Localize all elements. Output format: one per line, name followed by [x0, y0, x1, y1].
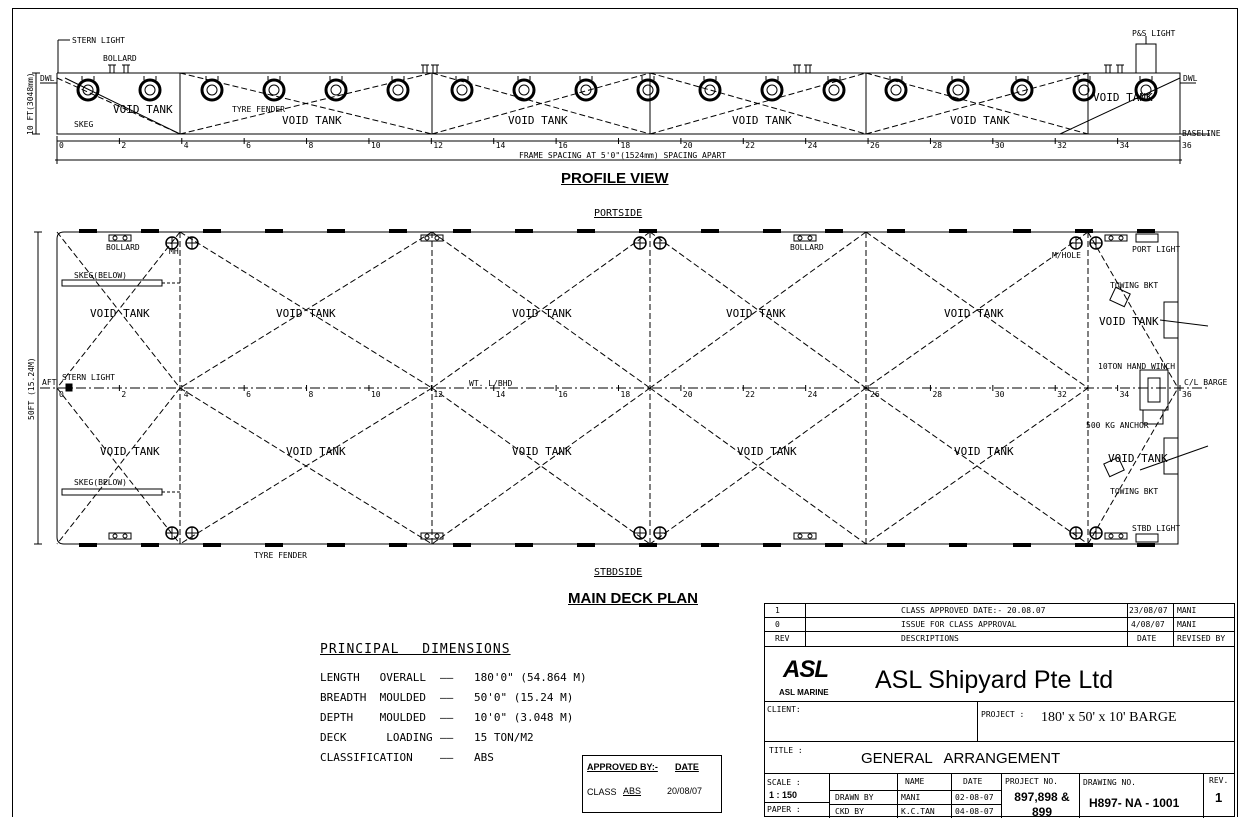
frame-number: 26: [870, 390, 880, 399]
tyre-fender-inner: [767, 85, 777, 95]
drawing-no-value: H897- NA - 1001: [1089, 796, 1180, 810]
portside-label: PORTSIDE: [594, 208, 643, 219]
deck-aft-label: AFT: [42, 378, 57, 387]
profile-stern-light-label: STERN LIGHT: [72, 36, 125, 45]
bollard: [1105, 235, 1127, 241]
bollard: [794, 235, 816, 241]
dimension-row-classification: [320, 747, 587, 767]
tyre-fender-inner: [705, 85, 715, 95]
tyre-fender-inner: [207, 85, 217, 95]
deck-fender-port: [949, 229, 967, 233]
rev-label: REV.: [1209, 776, 1229, 785]
bollard-post: [798, 236, 802, 240]
dimension-key: DEPTH MOULDED: [320, 710, 426, 724]
dimension-row-length: [320, 667, 587, 687]
dimension-dash: ——: [440, 670, 454, 684]
frame-number: 4: [183, 390, 189, 399]
rev-header-desc: DESCRIPTIONS: [901, 634, 959, 643]
drawing-no-label: DRAWING NO.: [1083, 778, 1136, 787]
checked-by-label: CKD BY: [835, 807, 864, 816]
bollard-post: [435, 534, 439, 538]
deck-void-tank-7: VOID TANK: [100, 445, 160, 458]
frame-number: 4: [183, 141, 189, 150]
deck-fender-port: [141, 229, 159, 233]
drawing-title: GENERAL ARRANGEMENT: [861, 750, 1061, 767]
deck-bollard-label-2: BOLLARD: [790, 243, 824, 252]
tyre-fender: [264, 80, 284, 100]
rev-1-description: CLASS APPROVED DATE:- 20.08.07: [901, 606, 1046, 615]
frame-number: 34: [1119, 390, 1130, 399]
profile-tyre-fender-label: TYRE FENDER: [232, 105, 285, 114]
project-no-label: PROJECT NO.: [1005, 777, 1058, 786]
profile-ps-light-label: P&S LIGHT: [1132, 29, 1176, 38]
drawn-by-date: 02-08-07: [955, 793, 994, 802]
profile-skeg-label: SKEG: [74, 120, 94, 129]
bollard: [1105, 533, 1127, 539]
rev-1-by: MANI: [1177, 606, 1197, 615]
deck-fender-stbd: [949, 543, 967, 547]
deck-fender-stbd: [1075, 543, 1093, 547]
deck-fender-stbd: [265, 543, 283, 547]
title-label: TITLE :: [769, 746, 803, 755]
frame-number: 8: [308, 141, 314, 150]
deck-fender-stbd: [389, 543, 407, 547]
bollard: [794, 533, 816, 539]
dimension-row-depth: [320, 707, 587, 727]
deck-stbd-light-label: STBD LIGHT: [1132, 524, 1181, 533]
deck-fender-port: [203, 229, 221, 233]
frame-number: 30: [994, 390, 1005, 399]
bollard-post: [808, 236, 812, 240]
company-name: ASL Shipyard Pte Ltd: [875, 666, 1114, 694]
dimension-key: CLASSIFICATION: [320, 750, 413, 764]
deck-fender-stbd: [577, 543, 595, 547]
deck-fender-stbd: [453, 543, 471, 547]
frame-number: 26: [870, 141, 880, 150]
scale-label: SCALE :: [767, 778, 801, 787]
deck-fender-port: [453, 229, 471, 233]
deck-mhole-label: M/HOLE: [1052, 251, 1081, 260]
tyre-fender: [700, 80, 720, 100]
approval-date-value: 20/08/07: [667, 786, 703, 796]
deck-void-tank-2: VOID TANK: [276, 307, 336, 320]
deck-fender-stbd: [887, 543, 905, 547]
deck-fender-stbd: [639, 543, 657, 547]
deck-fender-port: [389, 229, 407, 233]
frame-number: 18: [620, 390, 631, 399]
frame-number: 12: [433, 141, 443, 150]
deck-fender-port: [701, 229, 719, 233]
rev-header-date: DATE: [1137, 634, 1157, 643]
bollard-post: [808, 534, 812, 538]
rev-value: 1: [1215, 790, 1223, 805]
tyre-fender: [452, 80, 472, 100]
frame-number: 6: [246, 390, 251, 399]
deck-towing-bkt-label-1: TOWING BKT: [1110, 281, 1159, 290]
deck-fender-stbd: [203, 543, 221, 547]
approval-box: [582, 755, 722, 813]
tyre-fender: [78, 80, 98, 100]
deck-fender-stbd: [79, 543, 97, 547]
asl-logo-text: ASL: [783, 656, 828, 683]
profile-void-tank-2: VOID TANK: [282, 114, 342, 127]
profile-void-tank-6: VOID TANK: [1093, 91, 1153, 104]
frame-number: 36: [1182, 390, 1192, 399]
main-deck-plan: [34, 229, 1210, 547]
checked-by-name: K.C.TAN: [901, 807, 935, 816]
tyre-fender: [762, 80, 782, 100]
dimension-dash: ——: [440, 730, 454, 744]
drawn-by-name: MANI: [901, 793, 921, 802]
deck-skeg-label-1: SKEG(BELOW): [74, 271, 127, 280]
deck-void-tank-8: VOID TANK: [286, 445, 346, 458]
rev-0-description: ISSUE FOR CLASS APPROVAL: [901, 620, 1017, 629]
tyre-fender-inner: [145, 85, 155, 95]
deck-fender-stbd: [825, 543, 843, 547]
dimension-value: ABS: [474, 750, 494, 764]
deck-void-tank-10: VOID TANK: [737, 445, 797, 458]
profile-baseline-label: BASELINE: [1182, 129, 1221, 138]
rev-header-by: REVISED BY: [1177, 634, 1226, 643]
date-header: DATE: [963, 777, 983, 786]
frame-number: 0: [59, 390, 64, 399]
tyre-fender-inner: [331, 85, 341, 95]
frame-number: 10: [370, 390, 381, 399]
deck-fender-stbd: [763, 543, 781, 547]
deck-skeg-label-2: SKEG(BELOW): [74, 478, 127, 487]
bollard: [109, 235, 131, 241]
deck-fender-stbd: [515, 543, 533, 547]
dimension-value: 50'0" (15.24 M): [474, 690, 574, 704]
dimension-dash: ——: [440, 750, 454, 764]
approved-by-label: APPROVED BY:-: [587, 762, 658, 772]
tyre-fender: [140, 80, 160, 100]
frame-number: 36: [1182, 141, 1192, 150]
frame-number: 10: [370, 141, 381, 150]
tyre-fender-inner: [891, 85, 901, 95]
tyre-fender-inner: [829, 85, 839, 95]
bollard-post: [798, 534, 802, 538]
bollard-post: [1109, 534, 1113, 538]
rev-0-by: MANI: [1177, 620, 1197, 629]
deck-mh-label: MH: [169, 247, 179, 256]
bollard-post: [425, 236, 429, 240]
profile-void-tank-3: VOID TANK: [508, 114, 568, 127]
bollard: [109, 533, 131, 539]
tyre-fender-inner: [643, 85, 653, 95]
deck-fender-port: [887, 229, 905, 233]
deck-fender-port: [327, 229, 345, 233]
frame-number: 14: [495, 390, 506, 399]
frame-number: 32: [1057, 390, 1067, 399]
dimension-value: 180'0" (54.864 M): [474, 670, 587, 684]
approval-class-value: ABS: [623, 786, 642, 796]
deck-void-tank-3: VOID TANK: [512, 307, 572, 320]
frame-number: 2: [121, 390, 127, 399]
tyre-fender: [1074, 80, 1094, 100]
frame-number: 22: [745, 141, 755, 150]
deck-tyre-fender-label: TYRE FENDER: [254, 551, 307, 560]
name-header: NAME: [905, 777, 925, 786]
deck-void-tank-1: VOID TANK: [90, 307, 150, 320]
deck-fender-port: [763, 229, 781, 233]
deck-void-tank-5: VOID TANK: [944, 307, 1004, 320]
bollard-post: [113, 236, 117, 240]
tyre-fender: [886, 80, 906, 100]
dimension-key: LENGTH OVERALL: [320, 670, 426, 684]
bollard-post: [113, 534, 117, 538]
tyre-fender: [388, 80, 408, 100]
bollard-post: [1119, 236, 1123, 240]
frame-number: 20: [682, 141, 693, 150]
profile-dwl-label: DWL: [40, 74, 55, 83]
frame-number: 28: [932, 390, 943, 399]
profile-bollard-label: BOLLARD: [103, 54, 137, 63]
rev-0-number: 0: [775, 620, 780, 629]
deck-stern-light-label: STERN LIGHT: [62, 373, 115, 382]
tyre-fender-inner: [457, 85, 467, 95]
frame-number: 16: [558, 141, 568, 150]
profile-void-tank-1: VOID TANK: [113, 103, 173, 116]
deck-fender-port: [825, 229, 843, 233]
frame-number: 30: [994, 141, 1005, 150]
deck-fender-port: [639, 229, 657, 233]
bollard-post: [123, 236, 127, 240]
frame-number: 34: [1119, 141, 1130, 150]
bollard-post: [1109, 236, 1113, 240]
deck-fender-stbd: [141, 543, 159, 547]
frame-number: 18: [620, 141, 631, 150]
dimension-key: DECK LOADING: [320, 730, 433, 744]
deck-void-tank-12: VOID TANK: [1108, 452, 1168, 465]
project-value: 180' x 50' x 10' BARGE: [1041, 710, 1177, 725]
deck-breadth-label: 50FT (15.24M): [27, 357, 36, 420]
tyre-fender: [576, 80, 596, 100]
frame-number: 8: [308, 390, 314, 399]
bollard-post: [425, 534, 429, 538]
dimension-key: BREADTH MOULDED: [320, 690, 426, 704]
frame-number: 28: [932, 141, 943, 150]
deck-wt-bhd-label: WT. L/BHD: [469, 379, 513, 388]
frame-number: 20: [682, 390, 693, 399]
frame-number: 0: [59, 141, 64, 150]
bollard-post: [435, 236, 439, 240]
frame-number: 12: [433, 390, 443, 399]
tyre-fender: [948, 80, 968, 100]
profile-frame-spacing-label: FRAME SPACING AT 5'0"(1524mm) SPACING APART: [519, 151, 727, 160]
tyre-fender: [202, 80, 222, 100]
deck-fender-stbd: [1013, 543, 1031, 547]
profile-void-tank-4: VOID TANK: [732, 114, 792, 127]
bollard-post: [123, 534, 127, 538]
paper-label: PAPER :: [767, 805, 801, 814]
frame-number: 14: [495, 141, 506, 150]
deck-fender-port: [1013, 229, 1031, 233]
profile-frame-numbers: [57, 138, 1192, 150]
drawn-by-label: DRAWN BY: [835, 793, 874, 802]
client-label: CLIENT:: [767, 705, 801, 714]
tyre-fender-inner: [269, 85, 279, 95]
deck-void-tank-9: VOID TANK: [512, 445, 572, 458]
scale-value: 1 : 150: [769, 790, 798, 800]
deck-fender-port: [515, 229, 533, 233]
deck-cl-barge-label: C/L BARGE: [1184, 378, 1228, 387]
project-label: PROJECT :: [981, 710, 1025, 719]
deck-anchor-label: 500 KG ANCHOR: [1086, 421, 1149, 430]
principal-dimensions-heading: PRINCIPAL DIMENSIONS: [320, 642, 511, 657]
deck-void-tank-4: VOID TANK: [726, 307, 786, 320]
rev-1-date: 23/08/07: [1129, 606, 1168, 615]
tyre-fender-inner: [519, 85, 529, 95]
dimension-dash: ——: [440, 710, 454, 724]
rev-0-date: 4/08/07: [1131, 620, 1165, 629]
frame-number: 16: [558, 390, 568, 399]
rev-1-number: 1: [775, 606, 780, 615]
deck-fender-port: [79, 229, 97, 233]
frame-number: 22: [745, 390, 755, 399]
project-no-value: 897,898 & 899: [1014, 790, 1070, 819]
tyre-fender: [1012, 80, 1032, 100]
deck-fender-stbd: [1137, 543, 1155, 547]
checked-by-date: 04-08-07: [955, 807, 994, 816]
main-deck-plan-title: MAIN DECK PLAN: [568, 590, 698, 607]
tyre-fender-inner: [953, 85, 963, 95]
asl-logo-subtitle: ASL MARINE: [779, 688, 829, 697]
frame-number: 6: [246, 141, 251, 150]
asl-logo: [777, 658, 837, 698]
tyre-fender-inner: [393, 85, 403, 95]
profile-dwl-label-right: DWL: [1183, 74, 1198, 83]
frame-number: 24: [807, 390, 818, 399]
frame-number: 2: [121, 141, 127, 150]
profile-void-tank-5: VOID TANK: [950, 114, 1010, 127]
deck-void-tank-6: VOID TANK: [1099, 315, 1159, 328]
title-block: [764, 603, 1235, 817]
deck-frame-numbers: [57, 385, 1192, 399]
dimension-row-deck-loading: [320, 727, 587, 747]
approval-date-label: DATE: [675, 762, 699, 772]
deck-fender-port: [265, 229, 283, 233]
tyre-fender: [514, 80, 534, 100]
deck-fender-stbd: [327, 543, 345, 547]
deck-fender-port: [1137, 229, 1155, 233]
stbdside-label: STBDSIDE: [594, 567, 643, 578]
dimension-value: 10'0" (3.048 M): [474, 710, 574, 724]
dimension-value: 15 TON/M2: [474, 730, 534, 744]
deck-port-light-label: PORT LIGHT: [1132, 245, 1181, 254]
rev-header-rev: REV: [775, 634, 790, 643]
frame-number: 24: [807, 141, 818, 150]
approval-class-label: CLASS: [587, 787, 617, 797]
tyre-fender: [824, 80, 844, 100]
deck-fender-stbd: [701, 543, 719, 547]
dimension-dash: ——: [440, 690, 454, 704]
deck-void-tank-11: VOID TANK: [954, 445, 1014, 458]
deck-bollard-label-1: BOLLARD: [106, 243, 140, 252]
profile-bollards: [108, 65, 1124, 73]
frame-number: 32: [1057, 141, 1067, 150]
tyre-fender: [638, 80, 658, 100]
dimension-row-breadth: [320, 687, 587, 707]
deck-fender-port: [577, 229, 595, 233]
profile-view-title: PROFILE VIEW: [561, 170, 669, 187]
tyre-fender: [326, 80, 346, 100]
deck-hand-winch-label: 10TON HAND WINCH: [1098, 362, 1176, 371]
profile-depth-label: 10 FT(3048mm): [26, 72, 35, 135]
profile-tyre-fenders: [78, 76, 1156, 100]
bollard-post: [1119, 534, 1123, 538]
principal-dimensions: [320, 642, 587, 767]
deck-fender-port: [1075, 229, 1093, 233]
deck-towing-bkt-label-2: TOWING BKT: [1110, 487, 1159, 496]
